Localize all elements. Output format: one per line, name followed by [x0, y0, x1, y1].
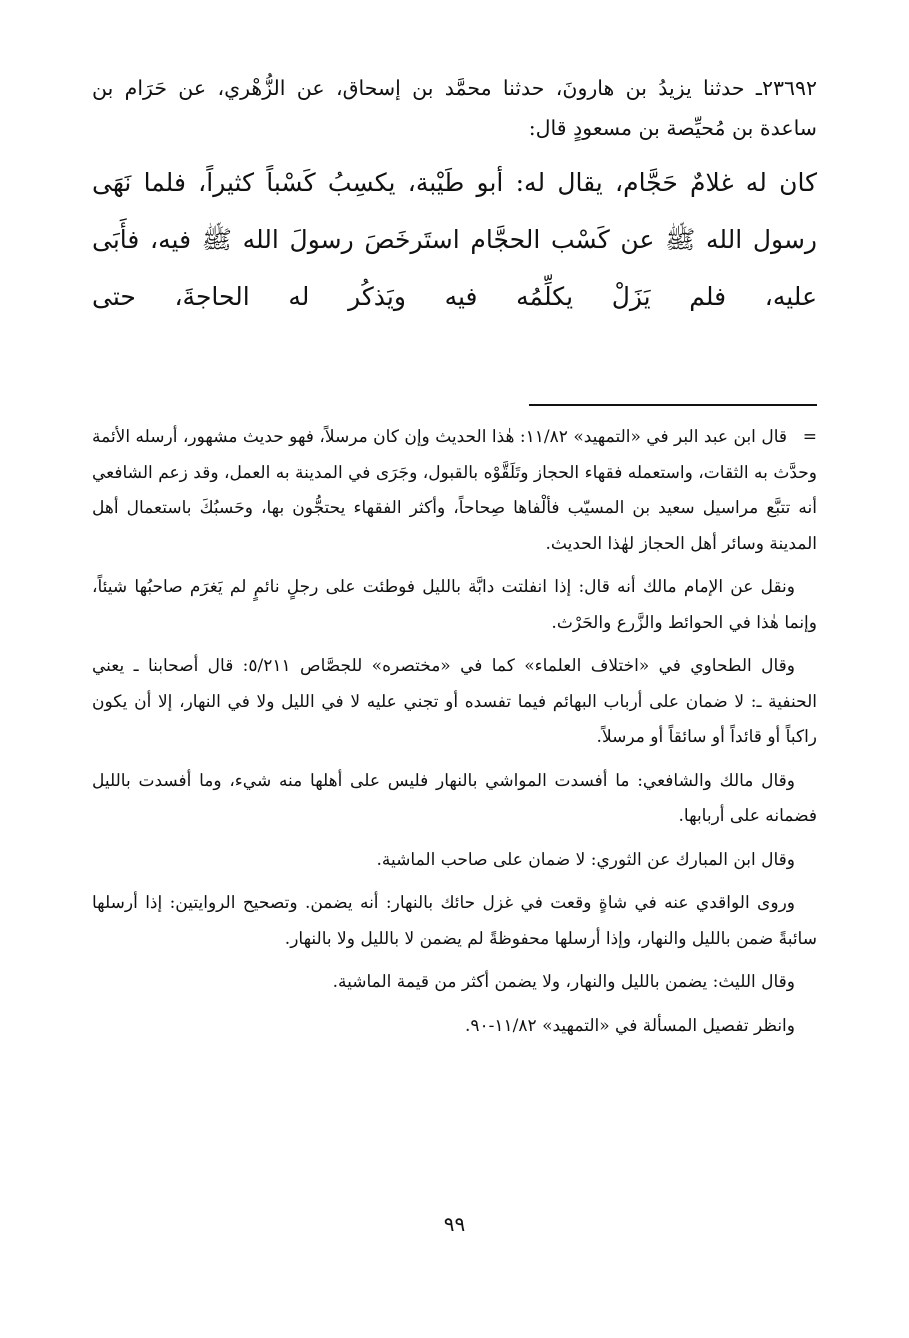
hadith-matn: كان له غلامٌ حَجَّام، يقال له: أبو طَيْبة، يكسِبُ كَسْباً كثيراً، فلما نَهَى رسول الله ﷺ عن كَسْب الحجَّام استَرخَصَ رسولَ الله ﷺ فيه، فأَبَى عليه، فلم يَزَلْ يكلِّمُه فيه ويَذكُر له الحاجةَ، حتى [92, 168, 817, 311]
footnote-paragraph: وقال الطحاوي في «اختلاف العلماء» كما في «مختصره» للجصَّاص ٥/٢١١: قال أصحابنا ـ يعني الحنفية ـ: لا ضمان على أرباب البهائم فيما تفسده أو تجني عليه لا في الليل ولا في النهار، إلا أن يكون راكباً أو قائداً أو سائقاً أو مرسلاً. [92, 656, 817, 747]
footnote-paragraph: وروى الواقدي عنه في شاةٍ وقعت في غزل حائك بالنهار: أنه يضمن. وتصحيح الروايتين: إذا أرسلها سائبةً ضمن بالليل والنهار، وإذا أرسلها محفوظةً لم يضمن لا بالليل ولا بالنهار. [92, 893, 817, 949]
footnote-paragraph: وانظر تفصيل المسألة في «التمهيد» ١١/٨٢-٩٠. [465, 1015, 795, 1036]
footnote-paragraph: = قال ابن عبد البر في «التمهيد» ١١/٨٢: هٰذا الحديث وإن كان مرسلاً، فهو حديث مشهور، أرسله الأئمة وحدَّث به الثقات، واستعمله فقهاء الحجاز وتَلَقَّوْه بالقبول، وجَرَى في المدينة به العمل، وقد زعم الشافعي أنه تتبَّع مراسيل سعيد بن المسيّب فألْفاها صِحاحاً، وأكثر الفقهاء يحتجُّون بها، وحَسبُكَ باستعمال أهل المدينة وسائر أهل الحجاز لهٰذا الحديث. [92, 420, 817, 562]
hadith-main-text [92, 68, 817, 325]
footnote-separator [529, 404, 817, 406]
footnote-paragraph: ونقل عن الإمام مالك أنه قال: إذا انفلتت دابَّة بالليل فوطئت على رجلٍ نائمٍ لم يَغرَم صاحبُها شيئاً، وإنما هٰذا في الحوائط والزَّرع والحَرْث. [92, 577, 817, 633]
footnote-paragraph: وقال ابن المبارك عن الثوري: لا ضمان على صاحب الماشية. [376, 849, 795, 870]
footnotes [92, 420, 817, 1052]
continuation-mark: = [802, 427, 817, 447]
page-number: ٩٩ [443, 1212, 466, 1236]
hadith-isnad: ٢٣٦٩٢ـ حدثنا يزيدُ بن هارونَ، حدثنا محمَّد بن إسحاق، عن الزُّهْري، عن حَرَام بن ساعدة بن مُحيِّصة بن مسعودٍ قال: [92, 76, 817, 140]
footnote-paragraph: وقال الليث: يضمن بالليل والنهار، ولا يضمن أكثر من قيمة الماشية. [332, 972, 795, 992]
footnote-paragraph: وقال مالك والشافعي: ما أفسدت المواشي بالنهار فليس على أهلها منه شيء، وما أفسدت بالليل فضمانه على أربابها. [92, 770, 817, 826]
